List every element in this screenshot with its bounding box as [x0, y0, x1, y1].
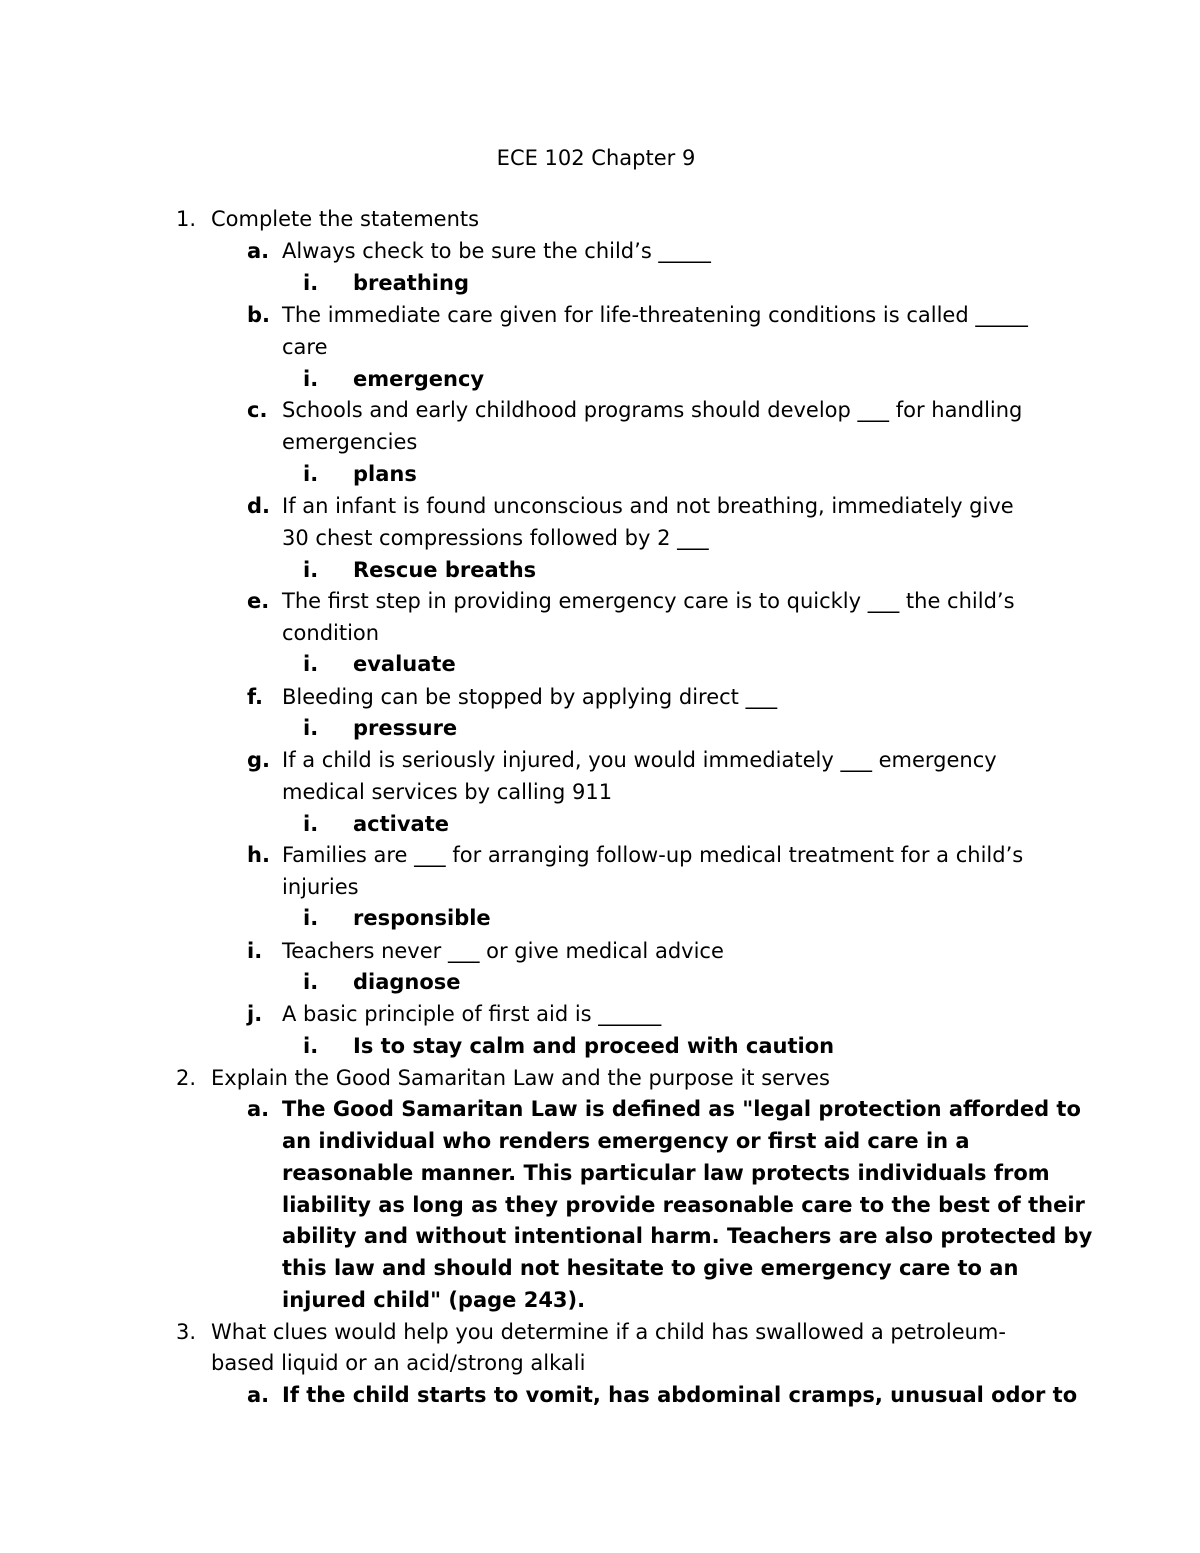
item-g-text-line-1: If a child is seriously injured, you would immediately ___ emergency — [282, 748, 997, 772]
item-b-text-line-1: The immediate care given for life-threatening conditions is called _____ — [282, 303, 1028, 327]
item-a-text: Always check to be sure the child’s _____ — [282, 239, 711, 263]
item-j-text: A basic principle of first aid is ______ — [282, 1002, 662, 1026]
item-h-answer: responsible — [353, 906, 491, 930]
item-i-text: Teachers never ___ or give medical advice — [282, 939, 724, 963]
item-h-text-line-2: injuries — [282, 875, 359, 899]
question-2-number: 2. — [176, 1066, 197, 1090]
item-i-answer-number: i. — [303, 970, 319, 994]
question-3-text-line-1: What clues would help you determine if a child has swallowed a petroleum- — [211, 1320, 1006, 1344]
item-c-text-line-1: Schools and early childhood programs should develop ___ for handling — [282, 398, 1023, 422]
item-e-answer-number: i. — [303, 652, 319, 676]
question-2-answer-line-7: injured child" (page 243). — [282, 1288, 586, 1312]
item-h-answer-number: i. — [303, 906, 319, 930]
item-c-answer: plans — [353, 462, 417, 486]
item-g-answer: activate — [353, 812, 449, 836]
item-j-letter: j. — [247, 1002, 263, 1026]
item-f-text: Bleeding can be stopped by applying direct ___ — [282, 685, 778, 709]
question-3-answer-line-1: If the child starts to vomit, has abdominal cramps, unusual odor to — [282, 1383, 1078, 1407]
item-e-text-line-1: The first step in providing emergency care is to quickly ___ the child’s — [282, 589, 1015, 613]
item-j-answer: Is to stay calm and proceed with caution — [353, 1034, 835, 1058]
item-e-answer: evaluate — [353, 652, 456, 676]
item-c-letter: c. — [247, 398, 268, 422]
item-d-text-line-2: 30 chest compressions followed by 2 ___ — [282, 526, 709, 550]
question-1-number: 1. — [176, 207, 197, 231]
item-h-letter: h. — [247, 843, 270, 867]
item-c-text-line-2: emergencies — [282, 430, 418, 454]
item-a-letter: a. — [247, 239, 270, 263]
item-a-answer-number: i. — [303, 271, 319, 295]
question-3-text-line-2: based liquid or an acid/strong alkali — [211, 1351, 586, 1375]
question-2-text: Explain the Good Samaritan Law and the purpose it serves — [211, 1066, 830, 1090]
item-e-text-line-2: condition — [282, 621, 380, 645]
question-3-answer-letter: a. — [247, 1383, 270, 1407]
page-title: ECE 102 Chapter 9 — [496, 146, 696, 170]
item-i-answer: diagnose — [353, 970, 461, 994]
question-2-answer-line-5: ability and without intentional harm. Teachers are also protected by — [282, 1224, 1093, 1248]
question-3-number: 3. — [176, 1320, 197, 1344]
item-a-answer: breathing — [353, 271, 469, 295]
item-d-letter: d. — [247, 494, 271, 518]
item-b-answer: emergency — [353, 367, 485, 391]
item-j-answer-number: i. — [303, 1034, 319, 1058]
item-i-letter: i. — [247, 939, 263, 963]
item-f-answer: pressure — [353, 716, 458, 740]
item-f-answer-number: i. — [303, 716, 319, 740]
item-b-text-line-2: care — [282, 335, 328, 359]
item-b-letter: b. — [247, 303, 271, 327]
item-d-answer-number: i. — [303, 558, 319, 582]
item-g-answer-number: i. — [303, 812, 319, 836]
question-1-text: Complete the statements — [211, 207, 480, 231]
item-f-letter: f. — [247, 685, 263, 709]
item-h-text-line-1: Families are ___ for arranging follow-up medical treatment for a child’s — [282, 843, 1024, 867]
item-g-text-line-2: medical services by calling 911 — [282, 780, 613, 804]
question-2-answer-line-6: this law and should not hesitate to give emergency care to an — [282, 1256, 1019, 1280]
item-b-answer-number: i. — [303, 367, 319, 391]
item-g-letter: g. — [247, 748, 271, 772]
question-2-answer-line-1: The Good Samaritan Law is defined as "legal protection afforded to — [282, 1097, 1081, 1121]
item-c-answer-number: i. — [303, 462, 319, 486]
item-d-answer: Rescue breaths — [353, 558, 537, 582]
question-2-answer-line-3: reasonable manner. This particular law protects individuals from — [282, 1161, 1050, 1185]
item-e-letter: e. — [247, 589, 270, 613]
item-d-text-line-1: If an infant is found unconscious and not breathing, immediately give — [282, 494, 1014, 518]
question-2-answer-letter: a. — [247, 1097, 270, 1121]
question-2-answer-line-4: liability as long as they provide reasonable care to the best of their — [282, 1193, 1085, 1217]
question-2-answer-line-2: an individual who renders emergency or first aid care in a — [282, 1129, 970, 1153]
